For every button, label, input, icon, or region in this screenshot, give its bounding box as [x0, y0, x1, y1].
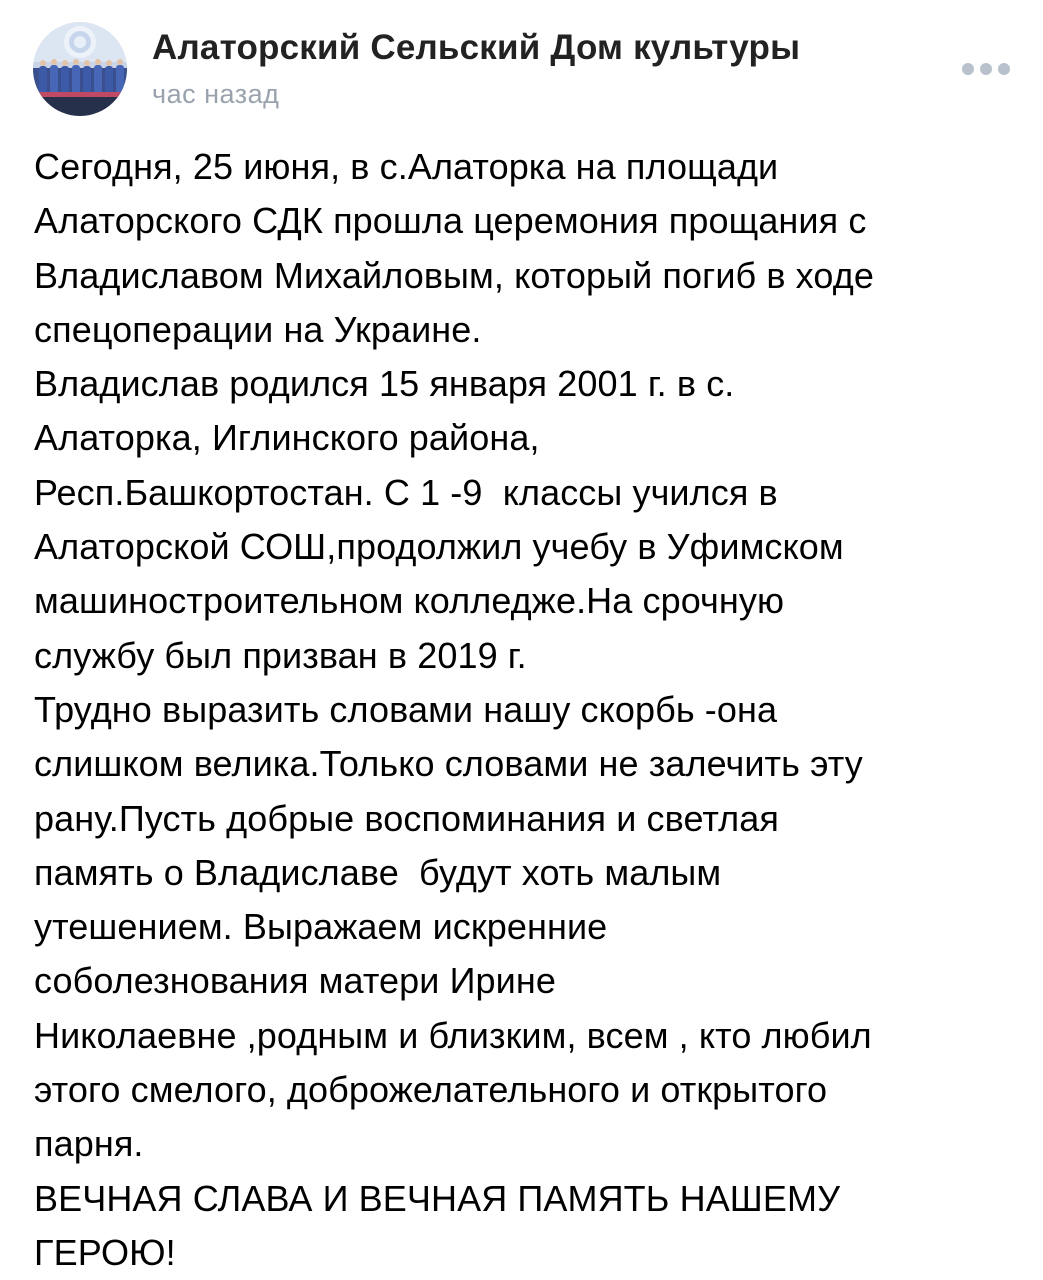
post-text-line: Алаторского СДК прошла церемония прощания с [34, 200, 867, 242]
post-text-line: Алаторской СОШ,продолжил учебу в Уфимском [34, 526, 844, 568]
post-time[interactable]: час назад [152, 79, 280, 109]
more-dots-icon[interactable] [958, 58, 1018, 80]
post-text-line: машиностроительном колледже.На срочную [34, 580, 785, 622]
post-text-line: рану.Пусть добрые воспоминания и светлая [34, 797, 779, 839]
author-name[interactable]: Алаторский Сельский Дом культуры [152, 28, 801, 67]
post-text-line: Сегодня, 25 июня, в с.Алаторка на площади [34, 146, 779, 187]
post-text-line: Алаторка, Иглинского района, [34, 417, 540, 459]
dot [962, 63, 974, 75]
post-text-line: службу был призван в 2019 г. [34, 634, 527, 676]
post-text-line: слишком велика.Только словами не залечить эту [34, 743, 863, 785]
dot [980, 63, 992, 75]
post-text-line: этого смелого, доброжелательного и открытого [34, 1069, 828, 1111]
post-text-line: Респ.Башкортостан. С 1 -9 классы учился в [34, 471, 778, 513]
dot [998, 63, 1010, 75]
post-text-line: соболезнования матери Ирине [34, 960, 556, 1002]
post-text-line: ГЕРОЮ! [34, 1231, 176, 1273]
avatar-photo-icon [33, 22, 127, 116]
post-text-line: Владиславом Михайловым, который погиб в ходе [34, 254, 874, 296]
post-text-line: память о Владиславе будут хоть малым [34, 851, 722, 893]
post-text-line: Владислав родился 15 января 2001 г. в с. [34, 363, 735, 405]
post-text-line: утешением. Выражаем искренние [34, 906, 608, 948]
post-text-line: Николаевне ,родным и близким, всем , кто любил [34, 1014, 872, 1056]
post-text-line: Трудно выразить словами нашу скорбь -она [34, 688, 778, 730]
post-text-line: спецоперации на Украине. [34, 308, 482, 350]
post-text-line: парня. [34, 1123, 144, 1165]
post-text-line: ВЕЧНАЯ СЛАВА И ВЕЧНАЯ ПАМЯТЬ НАШЕМУ [34, 1177, 841, 1219]
avatar[interactable] [33, 22, 127, 116]
post-header [0, 0, 1043, 130]
post-text [34, 140, 1024, 1280]
